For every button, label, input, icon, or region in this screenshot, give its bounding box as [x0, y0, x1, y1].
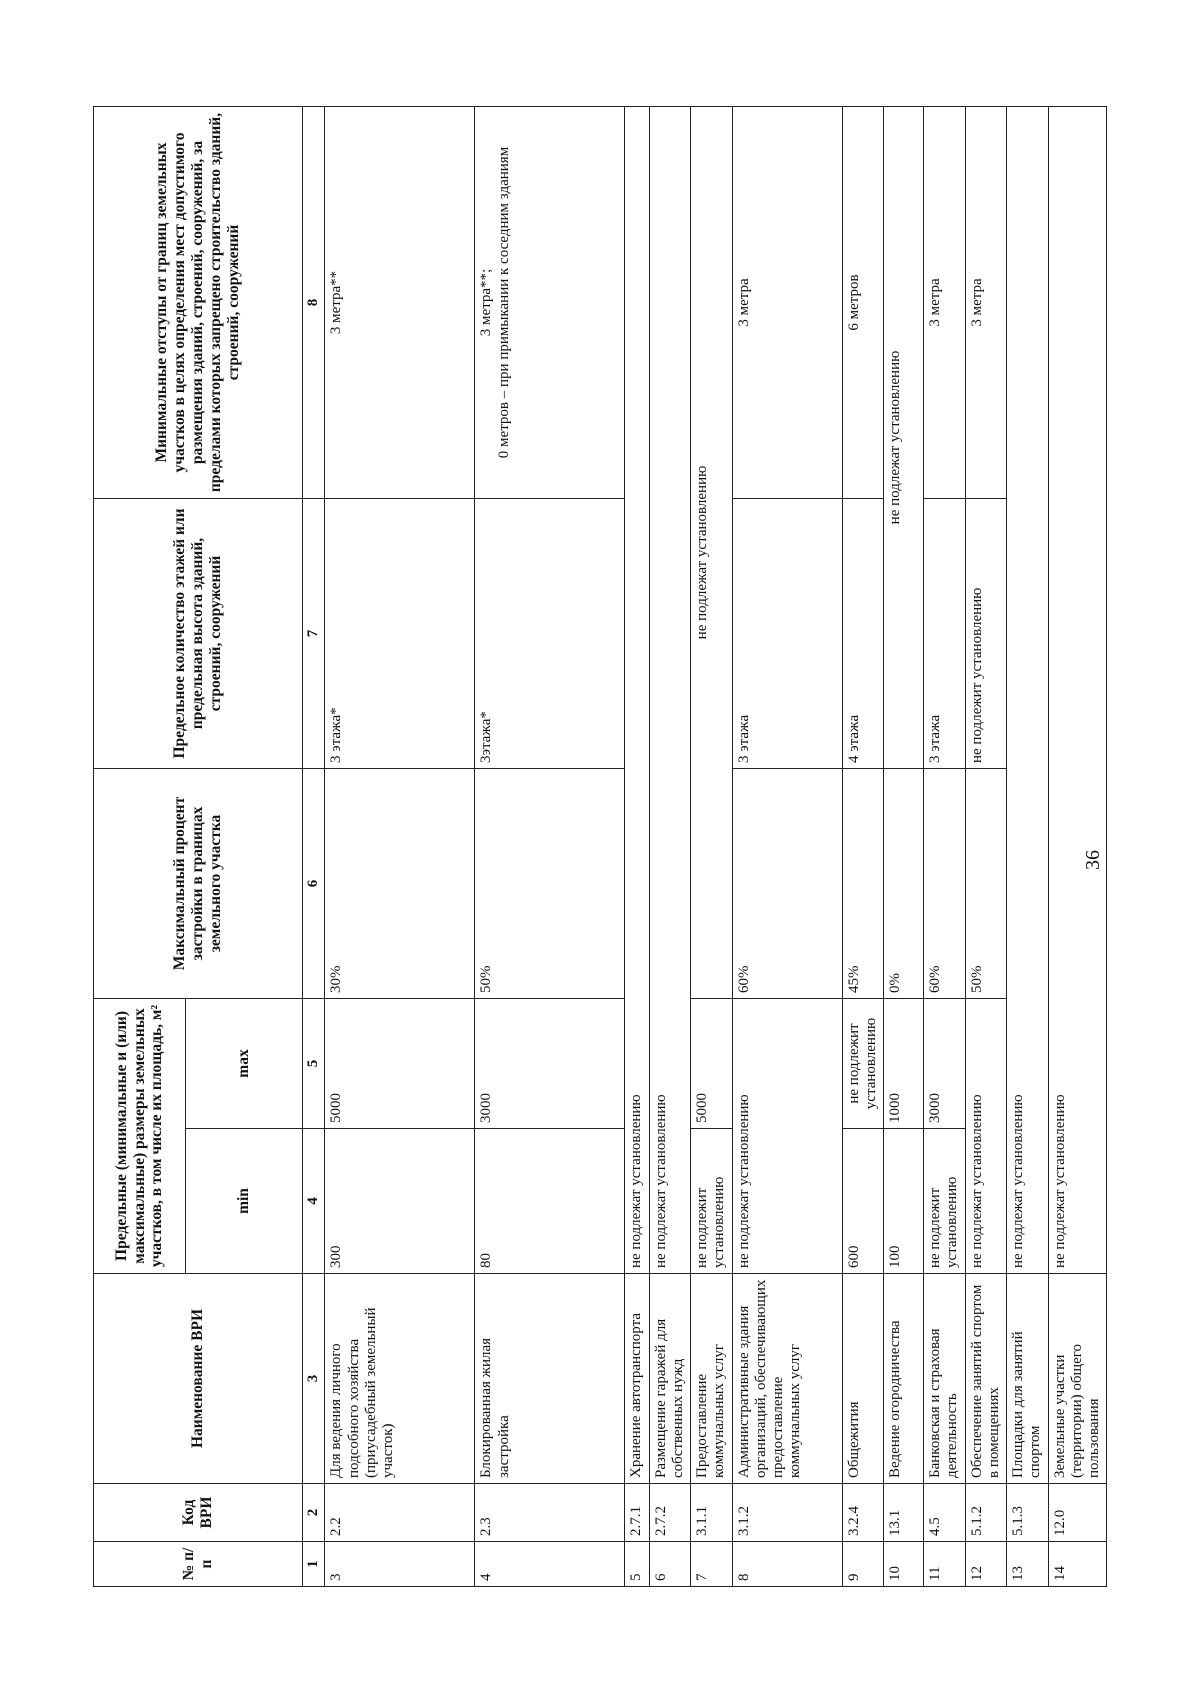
- cell-minmax: не подлежат установлению: [732, 999, 842, 1274]
- cell-code: 3.1.1: [691, 1484, 733, 1542]
- cell-code: 12.0: [1048, 1484, 1107, 1542]
- cell-setback: 3 метра: [732, 107, 842, 499]
- cell-name: Обеспечение занятий спортом в помещениях: [965, 1274, 1007, 1484]
- cell-no: 9: [842, 1542, 884, 1587]
- cell-setback: 3 метра**: [325, 107, 475, 499]
- cell-no: 4: [475, 1542, 625, 1587]
- cell-no: 11: [924, 1542, 966, 1587]
- header-max: max: [186, 999, 303, 1129]
- cell-floors: 3этажа*: [475, 499, 625, 769]
- cell-max: 1000: [884, 999, 924, 1129]
- cell-name: Для ведения личного подсобного хозяйства (приусадебный земельный участок): [325, 1274, 475, 1484]
- cell-min: 80: [475, 1129, 625, 1274]
- cell-name: Блокированная жилая застройка: [475, 1274, 625, 1484]
- cell-setback: 3 метра**; 0 метров – при примыкании к соседним зданиям: [475, 107, 625, 499]
- header-floors: Предельное количество этажей или предельная высота зданий, строений, сооружений: [94, 499, 303, 769]
- cell-name: Ведение огородничества: [884, 1274, 924, 1484]
- cell-percent: 30%: [325, 769, 475, 999]
- col-num: 6: [303, 769, 325, 999]
- table-row: [732, 107, 842, 1587]
- cell-merged: не подлежат установлению: [1048, 107, 1107, 1274]
- table-row: [884, 107, 924, 1587]
- page-number: 36: [1082, 850, 1104, 870]
- cell-setback: 6 метров: [842, 107, 884, 499]
- cell-max: не подлежит установлению: [842, 999, 884, 1129]
- cell-min: 300: [325, 1129, 475, 1274]
- cell-code: 3.1.2: [732, 1484, 842, 1542]
- cell-no: 5: [625, 1542, 649, 1587]
- header-size-group: Предельные (минимальные и (или) максимальные) размеры земельных участков, в том числе их площадь, м²: [94, 999, 186, 1274]
- col-num: 8: [303, 107, 325, 499]
- col-num: 3: [303, 1274, 325, 1484]
- cell-code: 5.1.2: [965, 1484, 1007, 1542]
- cell-code: 2.7.1: [625, 1484, 649, 1542]
- cell-name: Хранение автотранспорта: [625, 1274, 649, 1484]
- cell-percent: 60%: [732, 769, 842, 999]
- table-row: [842, 107, 884, 1587]
- cell-percent: 50%: [965, 769, 1007, 999]
- header-setback: Минимальные отступы от границ земельных участков в целях определения мест допустимого размещения зданий, строений, сооружений, за пределами которых запрещено строительство зданий, строений, сооружений: [94, 107, 303, 499]
- header-percent: Максимальный процент застройки в границах земельного участка: [94, 769, 303, 999]
- cell-max: 5000: [325, 999, 475, 1129]
- table-row: [924, 107, 966, 1587]
- table-row: [1048, 107, 1107, 1587]
- cell-name: Размещение гаражей для собственных нужд: [649, 1274, 691, 1484]
- cell-no: 7: [691, 1542, 733, 1587]
- cell-setback: 3 метра: [965, 107, 1007, 499]
- cell-merged: не подлежат установлению: [691, 107, 733, 999]
- cell-percent: 60%: [924, 769, 966, 999]
- table-row: [475, 107, 625, 1587]
- cell-floors: 3 этажа: [924, 499, 966, 769]
- cell-no: 8: [732, 1542, 842, 1587]
- cell-percent: 50%: [475, 769, 625, 999]
- cell-name: Общежития: [842, 1274, 884, 1484]
- cell-min: не подлежит установлению: [691, 1129, 733, 1274]
- cell-floors: 4 этажа: [842, 499, 884, 769]
- col-num: 1: [303, 1542, 325, 1587]
- cell-name: Банковская и страховая деятельность: [924, 1274, 966, 1484]
- cell-minmax: не подлежат установлению: [965, 999, 1007, 1274]
- col-num: 4: [303, 1129, 325, 1274]
- cell-min: 600: [842, 1129, 884, 1274]
- cell-percent: 0%: [884, 769, 924, 999]
- cell-max: 5000: [691, 999, 733, 1129]
- land-use-table: [93, 106, 1107, 1587]
- cell-code: 5.1.3: [1007, 1484, 1049, 1542]
- cell-floors: 3 этажа: [732, 499, 842, 769]
- cell-floors: 3 этажа*: [325, 499, 475, 769]
- cell-code: 2.2: [325, 1484, 475, 1542]
- cell-no: 3: [325, 1542, 475, 1587]
- cell-code: 4.5: [924, 1484, 966, 1542]
- cell-floors: не подлежит установлению: [965, 499, 1007, 769]
- cell-code: 13.1: [884, 1484, 924, 1542]
- cell-max: 3000: [924, 999, 966, 1129]
- cell-name: Административные здания организаций, обеспечивающих предоставление коммунальных услуг: [732, 1274, 842, 1484]
- cell-no: 14: [1048, 1542, 1107, 1587]
- col-num: 7: [303, 499, 325, 769]
- header-no: № п/п: [94, 1542, 303, 1587]
- cell-code: 3.2.4: [842, 1484, 884, 1542]
- cell-setback: 3 метра: [924, 107, 966, 499]
- cell-no: 12: [965, 1542, 1007, 1587]
- header-code: Код ВРИ: [94, 1484, 303, 1542]
- table-row: [1007, 107, 1049, 1587]
- column-number-row: [303, 107, 325, 1587]
- cell-merged: не подлежат установлению: [1007, 107, 1049, 1274]
- cell-percent: 45%: [842, 769, 884, 999]
- cell-merged: не подлежат установлению: [649, 107, 691, 1274]
- header-name: Наименование ВРИ: [94, 1274, 303, 1484]
- table-row: [691, 107, 733, 1587]
- cell-merged: не подлежат установлению: [625, 107, 649, 1274]
- col-num: 5: [303, 999, 325, 1129]
- table-row: [649, 107, 691, 1587]
- cell-name: Предоставление коммунальных услуг: [691, 1274, 733, 1484]
- cell-min: 100: [884, 1129, 924, 1274]
- table-row: [625, 107, 649, 1587]
- col-num: 2: [303, 1484, 325, 1542]
- cell-no: 10: [884, 1542, 924, 1587]
- header-min: min: [186, 1129, 303, 1274]
- cell-name: Площадки для занятий спортом: [1007, 1274, 1049, 1484]
- cell-max: 3000: [475, 999, 625, 1129]
- cell-merged: не подлежат установлению: [884, 107, 924, 769]
- cell-name: Земельные участки (территории) общего пользования: [1048, 1274, 1107, 1484]
- cell-no: 6: [649, 1542, 691, 1587]
- table-row: [965, 107, 1007, 1587]
- cell-code: 2.7.2: [649, 1484, 691, 1542]
- header-row-1: [94, 107, 186, 1587]
- cell-no: 13: [1007, 1542, 1049, 1587]
- table-row: [325, 107, 475, 1587]
- cell-code: 2.3: [475, 1484, 625, 1542]
- cell-min: не подлежит установлению: [924, 1129, 966, 1274]
